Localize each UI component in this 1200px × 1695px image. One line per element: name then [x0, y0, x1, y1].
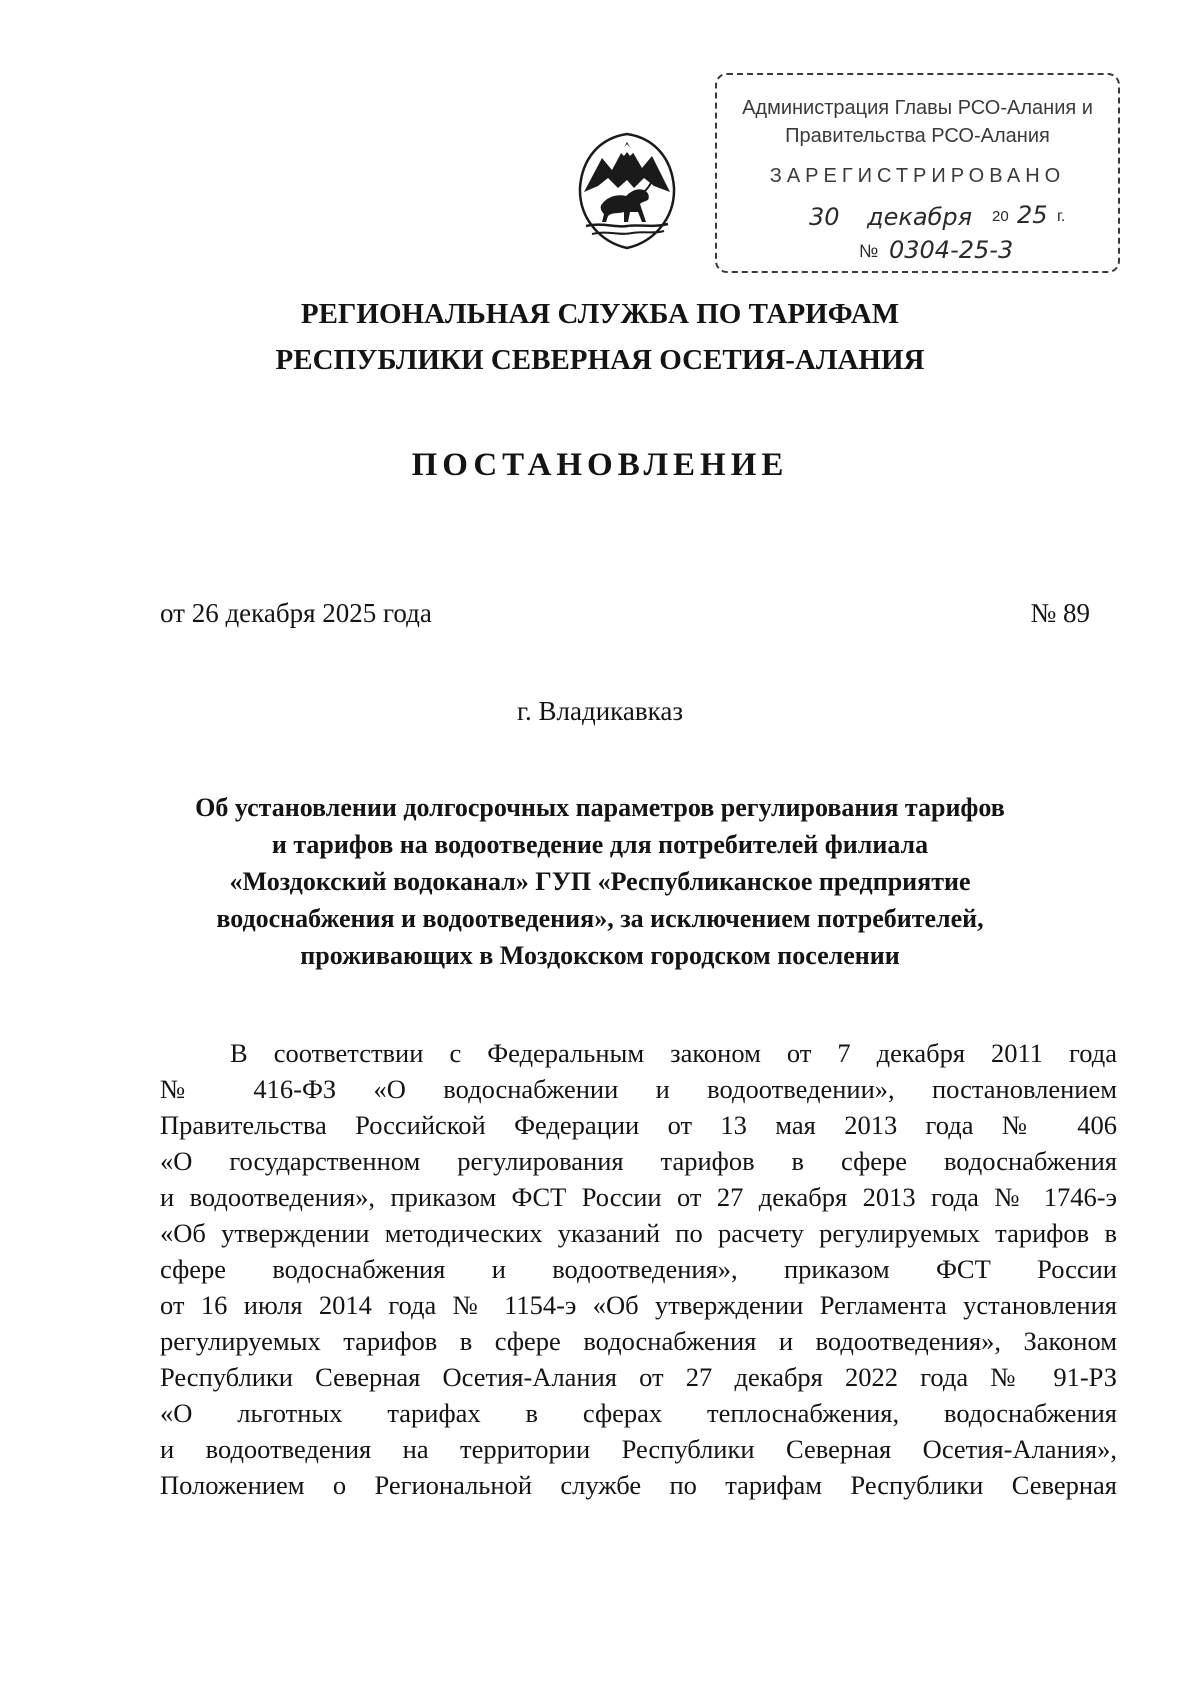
stamp-year-suffix: г.	[1057, 208, 1066, 225]
body-line: Положением о Региональной службе по тарифам Республики Северная	[160, 1470, 1117, 1500]
body-line: сфере водоснабжения и водоотведения», приказом ФСТ России	[160, 1254, 1117, 1284]
title-line: проживающих в Моздокском городском поселении	[300, 941, 900, 970]
stamp-handwritten-month: декабря	[867, 203, 973, 231]
body-line: и водоотведения на территории Республики Северная Осетия-Алания»,	[160, 1434, 1117, 1464]
body-line: регулируемых тарифов в сфере водоснабжения и водоотведения», Законом	[160, 1326, 1117, 1356]
body-line: «О льготных тарифах в сферах теплоснабжения, водоснабжения	[160, 1398, 1117, 1428]
organization-name-line-1: РЕГИОНАЛЬНАЯ СЛУЖБА ПО ТАРИФАМ	[300, 298, 900, 330]
document-date: от 26 декабря 2025 года	[160, 598, 432, 628]
stamp-authority-line-2: Правительства РСО-Алания	[785, 125, 1050, 147]
body-line: Республики Северная Осетия-Алания от 27 декабря 2022 года № 91-РЗ	[160, 1362, 1117, 1392]
body-line: В соответствии с Федеральным законом от 7 декабря 2011 года	[230, 1038, 1117, 1068]
registration-stamp	[715, 73, 1120, 273]
stamp-registered-label: ЗАРЕГИСТРИРОВАНО	[769, 165, 1066, 187]
body-line: и водоотведения», приказом ФСТ России от 27 декабря 2013 года № 1746-э	[160, 1182, 1117, 1212]
coat-of-arms-emblem	[572, 130, 682, 252]
title-line: водоснабжения и водоотведения», за исключением потребителей,	[216, 904, 984, 933]
stamp-year-prefix: 20	[992, 208, 1009, 225]
body-line: Правительства Российской Федерации от 13 мая 2013 года № 406	[160, 1110, 1117, 1140]
title-line: «Моздокский водоканал» ГУП «Республиканское предприятие	[229, 867, 971, 896]
stamp-handwritten-day: 30	[809, 203, 840, 231]
document-city: г. Владикавказ	[517, 696, 683, 726]
title-line: Об установлении долгосрочных параметров регулирования тарифов	[195, 793, 1005, 822]
body-line: «Об утверждении методических указаний по расчету регулируемых тарифов в	[160, 1218, 1117, 1248]
document-number: № 89	[1030, 598, 1090, 628]
stamp-authority-line-1: Администрация Главы РСО-Алания и	[742, 97, 1093, 119]
body-line: от 16 июля 2014 года № 1154-э «Об утверждении Регламента установления	[160, 1290, 1117, 1320]
stamp-number-label: №	[859, 241, 879, 261]
body-line: № 416-ФЗ «О водоснабжении и водоотведении», постановлением	[160, 1074, 1117, 1104]
title-line: и тарифов на водоотведение для потребителей филиала	[271, 830, 929, 859]
document-type-heading: ПОСТАНОВЛЕНИЕ	[411, 447, 789, 483]
stamp-handwritten-year: 25	[1017, 201, 1048, 229]
organization-name-line-2: РЕСПУБЛИКИ СЕВЕРНАЯ ОСЕТИЯ-АЛАНИЯ	[275, 344, 925, 376]
stamp-handwritten-number: 0304-25-3	[889, 236, 1014, 264]
body-line: «О государственном регулирования тарифов в сфере водоснабжения	[160, 1146, 1117, 1176]
